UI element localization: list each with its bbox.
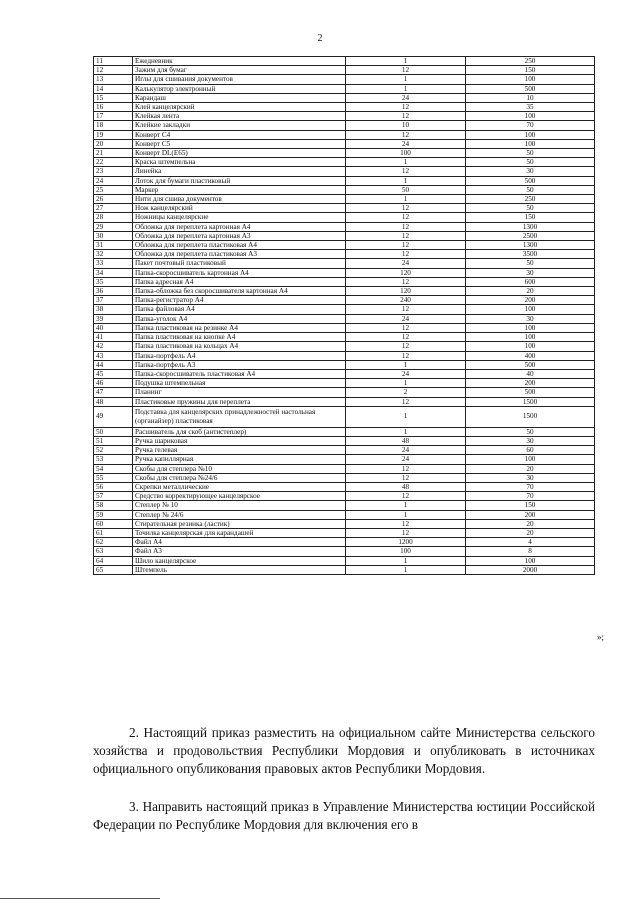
table-row [94, 397, 595, 406]
item-name-cell: Пластиковые пружины для переплета [133, 397, 346, 406]
item-name-cell: Пакет почтовый пластиковый [133, 259, 346, 268]
price-cell: 35 [466, 103, 595, 112]
item-name-cell: Подушка штемпельная [133, 379, 346, 388]
row-number-cell: 63 [94, 547, 133, 556]
table-row [94, 342, 595, 351]
table-row [94, 379, 595, 388]
table-row [94, 250, 595, 259]
table-row [94, 185, 595, 194]
item-name-cell: Ручка гелевая [133, 446, 346, 455]
item-name-cell: Планинг [133, 388, 346, 397]
item-name-cell: Папка пластиковая на резинке А4 [133, 323, 346, 332]
quantity-cell: 1200 [346, 538, 466, 547]
row-number-cell: 28 [94, 213, 133, 222]
price-cell: 20 [466, 519, 595, 528]
quantity-cell: 24 [346, 314, 466, 323]
item-name-cell: Ежедневник [133, 57, 346, 66]
supplies-table [93, 56, 595, 575]
item-name-cell: Файл А4 [133, 538, 346, 547]
price-cell: 150 [466, 501, 595, 510]
item-name-cell: Иглы для сшивания документов [133, 75, 346, 84]
item-name-cell: Обложка для переплета пластиковая А4 [133, 241, 346, 250]
row-number-cell: 20 [94, 139, 133, 148]
row-number-cell: 65 [94, 565, 133, 574]
item-name-cell: Ручка шариковая [133, 436, 346, 445]
row-number-cell: 64 [94, 556, 133, 565]
table-row [94, 57, 595, 66]
item-name-cell: Папка-уголок А4 [133, 314, 346, 323]
quantity-cell: 12 [346, 112, 466, 121]
row-number-cell: 35 [94, 277, 133, 286]
row-number-cell: 11 [94, 57, 133, 66]
row-number-cell: 23 [94, 167, 133, 176]
quantity-cell: 10 [346, 121, 466, 130]
price-cell: 500 [466, 176, 595, 185]
quantity-cell: 100 [346, 547, 466, 556]
quantity-cell: 24 [346, 139, 466, 148]
table-row [94, 323, 595, 332]
quantity-cell: 1 [346, 565, 466, 574]
quantity-cell: 24 [346, 369, 466, 378]
item-name-cell: Папка файловая А4 [133, 305, 346, 314]
item-name-cell: Папка-портфель А3 [133, 360, 346, 369]
item-name-cell: Обложка для переплета картонная А3 [133, 231, 346, 240]
item-name-cell: Скобы для степлера №24/6 [133, 473, 346, 482]
price-cell: 250 [466, 195, 595, 204]
row-number-cell: 27 [94, 204, 133, 213]
page-number: 2 [317, 33, 323, 44]
row-number-cell: 41 [94, 333, 133, 342]
row-number-cell: 48 [94, 397, 133, 406]
price-cell: 4 [466, 538, 595, 547]
item-name-cell: Обложка для переплета пластиковая А3 [133, 250, 346, 259]
quantity-cell: 12 [346, 397, 466, 406]
item-name-cell: Нож канцелярский [133, 204, 346, 213]
table-row [94, 351, 595, 360]
quantity-cell: 2 [346, 388, 466, 397]
row-number-cell: 24 [94, 176, 133, 185]
price-cell: 1300 [466, 241, 595, 250]
table-row [94, 112, 595, 121]
price-cell: 100 [466, 323, 595, 332]
price-cell: 200 [466, 510, 595, 519]
row-number-cell: 52 [94, 446, 133, 455]
quantity-cell: 1 [346, 556, 466, 565]
price-cell: 100 [466, 130, 595, 139]
quantity-cell: 1 [346, 510, 466, 519]
price-cell: 600 [466, 277, 595, 286]
item-name-cell: Карандаш [133, 93, 346, 102]
table-row [94, 464, 595, 473]
quantity-cell: 24 [346, 446, 466, 455]
item-name-cell: Папка-скоросшиватель пластиковая А4 [133, 369, 346, 378]
row-number-cell: 57 [94, 492, 133, 501]
paragraph-2: 2. Настоящий приказ разместить на официальном сайте Министерства сельского хозяйства и продовольствия Республики Мордовия и опубликовать в источниках официального опубликования правовых актов Республики Мордовия. [93, 725, 595, 776]
quantity-cell: 12 [346, 277, 466, 286]
quantity-cell: 1 [346, 406, 466, 427]
quantity-cell: 100 [346, 149, 466, 158]
table-row [94, 446, 595, 455]
row-number-cell: 36 [94, 287, 133, 296]
table-row [94, 167, 595, 176]
item-name-cell: Папка-портфель А4 [133, 351, 346, 360]
quantity-cell: 12 [346, 231, 466, 240]
row-number-cell: 47 [94, 388, 133, 397]
quantity-cell: 1 [346, 158, 466, 167]
item-name-cell: Конверт DL(E65) [133, 149, 346, 158]
quantity-cell: 12 [346, 333, 466, 342]
quantity-cell: 1 [346, 360, 466, 369]
table-row [94, 195, 595, 204]
row-number-cell: 43 [94, 351, 133, 360]
quantity-cell: 120 [346, 268, 466, 277]
table-row [94, 204, 595, 213]
price-cell: 200 [466, 379, 595, 388]
price-cell: 1500 [466, 406, 595, 427]
item-name-cell: Лоток для бумаги пластиковый [133, 176, 346, 185]
row-number-cell: 42 [94, 342, 133, 351]
price-cell: 100 [466, 342, 595, 351]
table-row [94, 158, 595, 167]
item-name-cell: Папка-регистратор А4 [133, 296, 346, 305]
price-cell: 100 [466, 455, 595, 464]
quantity-cell: 12 [346, 305, 466, 314]
quantity-cell: 12 [346, 492, 466, 501]
row-number-cell: 14 [94, 84, 133, 93]
price-cell: 100 [466, 139, 595, 148]
item-name-cell: Калькулятор электронный [133, 84, 346, 93]
price-cell: 50 [466, 204, 595, 213]
price-cell: 100 [466, 112, 595, 121]
item-name-cell: Маркер [133, 185, 346, 194]
item-name-cell: Шило канцелярское [133, 556, 346, 565]
table-row [94, 149, 595, 158]
table-row [94, 277, 595, 286]
quantity-cell: 12 [346, 250, 466, 259]
price-cell: 30 [466, 167, 595, 176]
price-cell: 30 [466, 314, 595, 323]
price-cell: 20 [466, 287, 595, 296]
quantity-cell: 240 [346, 296, 466, 305]
price-cell: 500 [466, 360, 595, 369]
quantity-cell: 12 [346, 66, 466, 75]
table-row [94, 538, 595, 547]
row-number-cell: 46 [94, 379, 133, 388]
item-name-cell: Клей канцелярский [133, 103, 346, 112]
row-number-cell: 44 [94, 360, 133, 369]
item-name-cell: Обложка для переплета картонная А4 [133, 222, 346, 231]
row-number-cell: 12 [94, 66, 133, 75]
item-name-cell: Степлер № 10 [133, 501, 346, 510]
row-number-cell: 58 [94, 501, 133, 510]
item-name-cell: Папка пластиковая на кольцах А4 [133, 342, 346, 351]
price-cell: 200 [466, 296, 595, 305]
row-number-cell: 45 [94, 369, 133, 378]
item-name-cell: Штемпель [133, 565, 346, 574]
table-row [94, 121, 595, 130]
row-number-cell: 22 [94, 158, 133, 167]
closing-quote-mark: »; [597, 632, 605, 642]
table-row [94, 103, 595, 112]
quantity-cell: 50 [346, 185, 466, 194]
quantity-cell: 12 [346, 130, 466, 139]
quantity-cell: 12 [346, 103, 466, 112]
table-row [94, 93, 595, 102]
table-row [94, 473, 595, 482]
price-cell: 50 [466, 427, 595, 436]
quantity-cell: 12 [346, 528, 466, 537]
row-number-cell: 56 [94, 482, 133, 491]
row-number-cell: 40 [94, 323, 133, 332]
item-name-cell: Степлер № 24/6 [133, 510, 346, 519]
price-cell: 70 [466, 492, 595, 501]
quantity-cell: 1 [346, 57, 466, 66]
table-row [94, 427, 595, 436]
table-row [94, 305, 595, 314]
price-cell: 1300 [466, 222, 595, 231]
quantity-cell: 1 [346, 501, 466, 510]
table-row [94, 528, 595, 537]
table-row [94, 296, 595, 305]
row-number-cell: 61 [94, 528, 133, 537]
price-cell: 100 [466, 333, 595, 342]
table-row [94, 241, 595, 250]
item-name-cell: Папка пластиковая на кнопке А4 [133, 333, 346, 342]
row-number-cell: 51 [94, 436, 133, 445]
row-number-cell: 25 [94, 185, 133, 194]
quantity-cell: 12 [346, 473, 466, 482]
price-cell: 500 [466, 388, 595, 397]
item-name-cell: Папка-скоросшиватель картонная А4 [133, 268, 346, 277]
row-number-cell: 60 [94, 519, 133, 528]
table-row [94, 314, 595, 323]
quantity-cell: 12 [346, 213, 466, 222]
paragraph-3: 3. Направить настоящий приказ в Управление Министерства юстиции Российской Федерации по Республике Мордовия для включения его в [93, 799, 595, 832]
item-name-cell: Подставка для канцелярских принадлежностей настольная (органайзер) пластиковая [133, 406, 346, 427]
price-cell: 1500 [466, 397, 595, 406]
quantity-cell: 12 [346, 167, 466, 176]
table-row [94, 222, 595, 231]
table-row [94, 547, 595, 556]
quantity-cell: 1 [346, 379, 466, 388]
table-row [94, 501, 595, 510]
quantity-cell: 1 [346, 195, 466, 204]
price-cell: 100 [466, 556, 595, 565]
item-name-cell: Конверт С5 [133, 139, 346, 148]
table-row [94, 130, 595, 139]
row-number-cell: 55 [94, 473, 133, 482]
price-cell: 8 [466, 547, 595, 556]
row-number-cell: 16 [94, 103, 133, 112]
table-row [94, 565, 595, 574]
table-row [94, 268, 595, 277]
quantity-cell: 24 [346, 93, 466, 102]
quantity-cell: 24 [346, 455, 466, 464]
table-row [94, 369, 595, 378]
table-row [94, 360, 595, 369]
table-row [94, 231, 595, 240]
quantity-cell: 12 [346, 464, 466, 473]
row-number-cell: 30 [94, 231, 133, 240]
price-cell: 40 [466, 369, 595, 378]
price-cell: 50 [466, 149, 595, 158]
row-number-cell: 53 [94, 455, 133, 464]
quantity-cell: 12 [346, 222, 466, 231]
row-number-cell: 32 [94, 250, 133, 259]
row-number-cell: 31 [94, 241, 133, 250]
price-cell: 250 [466, 57, 595, 66]
price-cell: 50 [466, 259, 595, 268]
table-row [94, 213, 595, 222]
table-row [94, 556, 595, 565]
price-cell: 150 [466, 213, 595, 222]
price-cell: 3500 [466, 250, 595, 259]
table-row [94, 492, 595, 501]
quantity-cell: 1 [346, 84, 466, 93]
price-cell: 100 [466, 305, 595, 314]
price-cell: 70 [466, 482, 595, 491]
row-number-cell: 33 [94, 259, 133, 268]
table-row [94, 455, 595, 464]
price-cell: 30 [466, 473, 595, 482]
row-number-cell: 49 [94, 406, 133, 427]
item-name-cell: Конверт С4 [133, 130, 346, 139]
item-name-cell: Скрепки металлические [133, 482, 346, 491]
quantity-cell: 48 [346, 482, 466, 491]
item-name-cell: Клейкие закладки [133, 121, 346, 130]
table-row [94, 66, 595, 75]
price-cell: 150 [466, 66, 595, 75]
quantity-cell: 1 [346, 75, 466, 84]
table-row [94, 333, 595, 342]
price-cell: 2000 [466, 565, 595, 574]
row-number-cell: 21 [94, 149, 133, 158]
supplies-table-body [94, 57, 595, 575]
row-number-cell: 15 [94, 93, 133, 102]
item-name-cell: Папка-обложка без скоросшивателя картонная А4 [133, 287, 346, 296]
price-cell: 100 [466, 75, 595, 84]
item-name-cell: Клейкая лента [133, 112, 346, 121]
quantity-cell: 12 [346, 323, 466, 332]
quantity-cell: 1 [346, 427, 466, 436]
quantity-cell: 120 [346, 287, 466, 296]
row-number-cell: 18 [94, 121, 133, 130]
quantity-cell: 12 [346, 241, 466, 250]
row-number-cell: 38 [94, 305, 133, 314]
item-name-cell: Нити для сшива документов [133, 195, 346, 204]
table-row [94, 84, 595, 93]
price-cell: 2500 [466, 231, 595, 240]
item-name-cell: Файл А3 [133, 547, 346, 556]
item-name-cell: Папка адресная А4 [133, 277, 346, 286]
price-cell: 70 [466, 121, 595, 130]
table-row [94, 406, 595, 427]
item-name-cell: Точилка канцелярская для карандашей [133, 528, 346, 537]
item-name-cell: Зажим для бумаг [133, 66, 346, 75]
quantity-cell: 12 [346, 342, 466, 351]
quantity-cell: 48 [346, 436, 466, 445]
row-number-cell: 13 [94, 75, 133, 84]
table-row [94, 482, 595, 491]
price-cell: 30 [466, 268, 595, 277]
row-number-cell: 37 [94, 296, 133, 305]
price-cell: 400 [466, 351, 595, 360]
row-number-cell: 29 [94, 222, 133, 231]
table-row [94, 287, 595, 296]
quantity-cell: 1 [346, 176, 466, 185]
quantity-cell: 12 [346, 204, 466, 213]
price-cell: 50 [466, 185, 595, 194]
price-cell: 500 [466, 84, 595, 93]
row-number-cell: 62 [94, 538, 133, 547]
price-cell: 10 [466, 93, 595, 102]
item-name-cell: Средство корректирующее канцелярское [133, 492, 346, 501]
table-row [94, 176, 595, 185]
item-name-cell: Ручка капиллярная [133, 455, 346, 464]
quantity-cell: 24 [346, 259, 466, 268]
footer-divider [0, 898, 160, 899]
row-number-cell: 39 [94, 314, 133, 323]
price-cell: 20 [466, 464, 595, 473]
table-row [94, 259, 595, 268]
table-row [94, 139, 595, 148]
row-number-cell: 50 [94, 427, 133, 436]
quantity-cell: 12 [346, 351, 466, 360]
price-cell: 20 [466, 528, 595, 537]
row-number-cell: 19 [94, 130, 133, 139]
price-cell: 60 [466, 446, 595, 455]
row-number-cell: 34 [94, 268, 133, 277]
table-row [94, 436, 595, 445]
item-name-cell: Краска штемпельна [133, 158, 346, 167]
item-name-cell: Стирательная резинка (ластик) [133, 519, 346, 528]
quantity-cell: 12 [346, 519, 466, 528]
item-name-cell: Линейка [133, 167, 346, 176]
row-number-cell: 26 [94, 195, 133, 204]
price-cell: 50 [466, 158, 595, 167]
price-cell: 30 [466, 436, 595, 445]
table-row [94, 510, 595, 519]
table-row [94, 388, 595, 397]
table-row [94, 519, 595, 528]
item-name-cell: Скобы для степлера №10 [133, 464, 346, 473]
row-number-cell: 54 [94, 464, 133, 473]
item-name-cell: Расшиватель для скоб (антистеплер) [133, 427, 346, 436]
row-number-cell: 59 [94, 510, 133, 519]
item-name-cell: Ножницы канцелярские [133, 213, 346, 222]
table-row [94, 75, 595, 84]
row-number-cell: 17 [94, 112, 133, 121]
